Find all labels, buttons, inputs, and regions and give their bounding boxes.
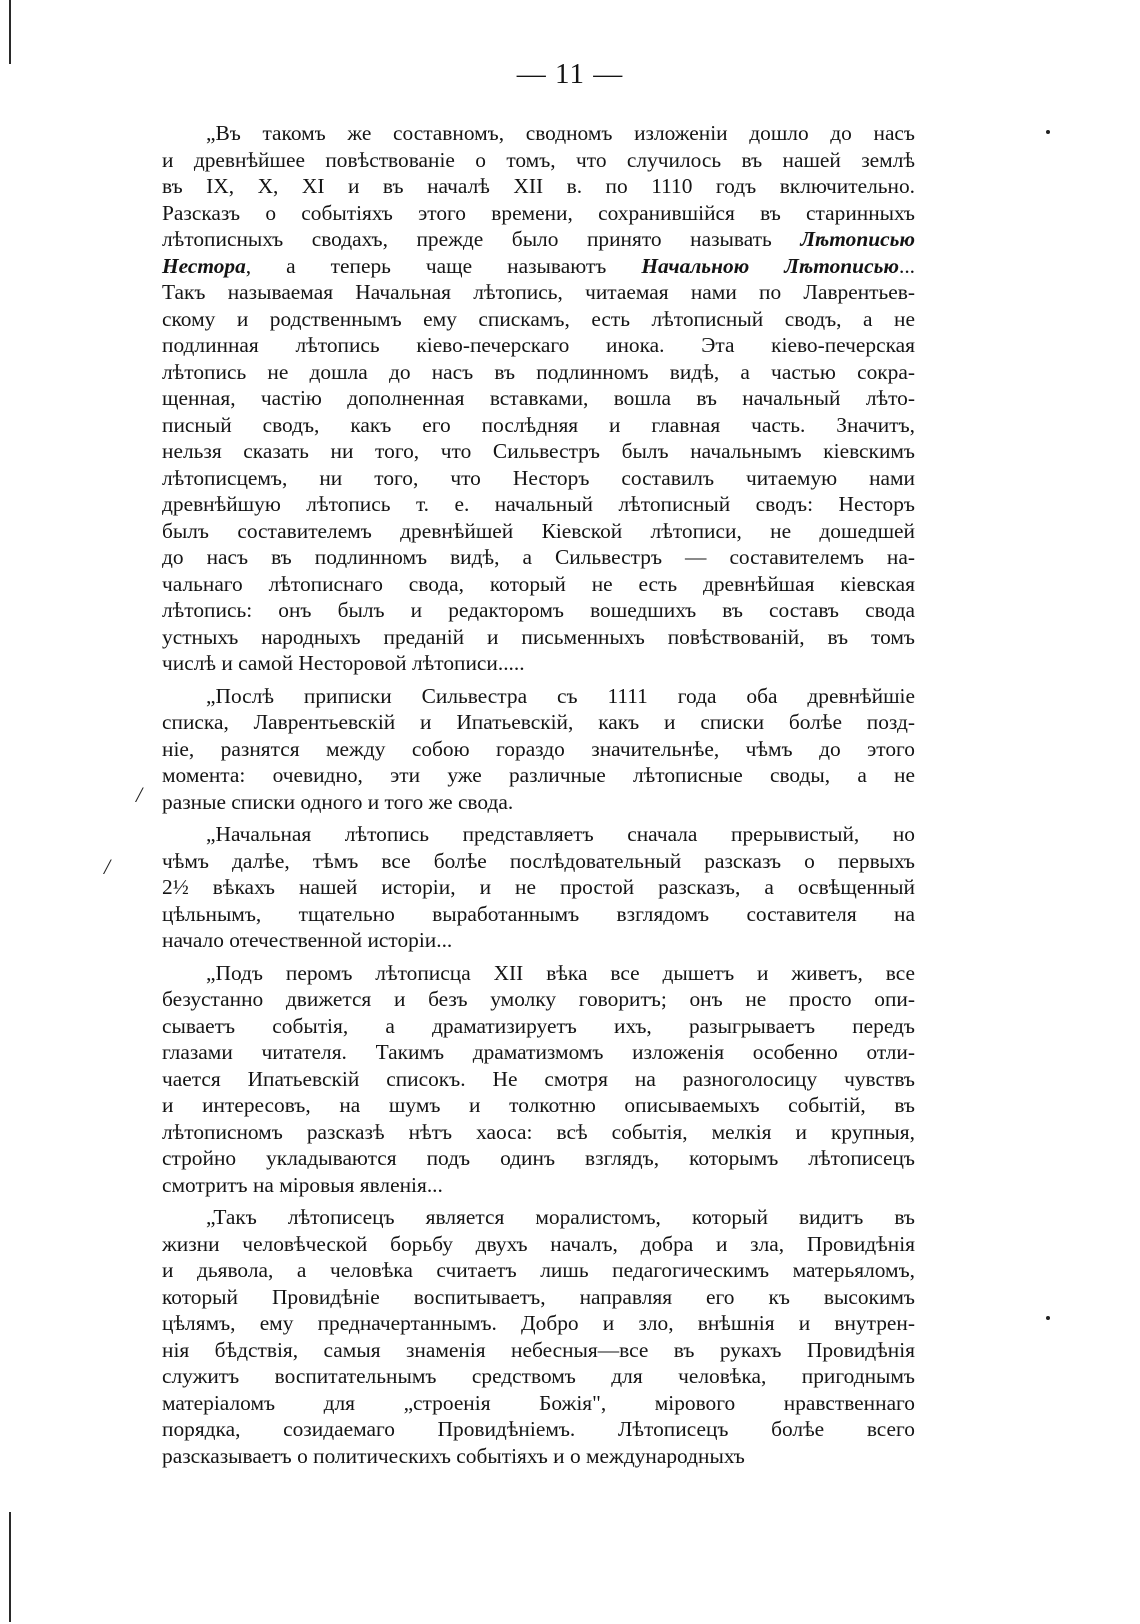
line-text: скому и родственнымъ ему спискамъ, есть лѣтописный сводъ, а не — [162, 306, 915, 331]
line-text: чѣмъ далѣе, тѣмъ все болѣе послѣдовательный разсказъ о первыхъ — [162, 848, 915, 873]
text-line — [162, 1284, 915, 1311]
paragraph — [162, 683, 915, 816]
line-text: нія бѣдствія, самыя знаменія небесныя—все въ рукахъ Провидѣнія — [162, 1337, 915, 1362]
line-text: подлинная лѣтопись кіево-печерскаго инока. Эта кіево-печерская — [162, 333, 915, 357]
line-text: смотритъ на міровыя явленія... — [162, 1172, 443, 1197]
text-line — [162, 1092, 915, 1119]
line-text: щенная, частію дополненная вставками, вошла въ начальный лѣто- — [162, 386, 915, 410]
text-line — [162, 597, 915, 624]
text-line — [162, 518, 915, 545]
line-text: сываетъ событія, а драматизируетъ ихъ, разыгрываетъ передъ — [162, 1013, 915, 1038]
text-line — [162, 874, 915, 901]
text-line — [162, 986, 915, 1013]
line-text: „Послѣ приписки Сильвестра съ 1111 года оба древнѣйшіе — [206, 683, 915, 708]
text-line — [162, 960, 915, 987]
text-line — [162, 762, 915, 789]
text-line — [162, 624, 915, 651]
paragraph — [162, 120, 915, 677]
page-number: — 11 — — [516, 58, 624, 90]
emphasized-title: Лѣтописью — [800, 227, 915, 251]
line-text: цѣльнымъ, тщательно выработаннымъ взглядомъ составителя на — [162, 901, 915, 926]
text-line — [162, 1013, 915, 1040]
text-line — [162, 901, 915, 928]
line-text: служитъ воспитательнымъ средствомъ для человѣка, пригоднымъ — [162, 1364, 915, 1388]
text-line — [162, 412, 915, 439]
line-text: Такъ называемая Начальная лѣтопись, читаемая нами по Лаврентьев- — [162, 280, 915, 304]
line-text: разсказываетъ о политическихъ событіяхъ и о международныхъ — [162, 1443, 745, 1468]
text-line — [162, 927, 915, 954]
text-line — [162, 650, 915, 677]
line-text: начало отечественной исторіи... — [162, 928, 453, 952]
text-line — [162, 1066, 915, 1093]
line-text: момента: очевидно, эти уже различные лѣтописные своды, а не — [162, 763, 915, 787]
scan-speck — [1046, 1316, 1050, 1320]
line-text: который Провидѣніе воспитываетъ, направляя его къ высокимъ — [162, 1284, 915, 1309]
body-text — [162, 120, 915, 1475]
text-line — [162, 1363, 915, 1390]
line-text: лѣтописныхъ сводахъ, прежде было принято называть — [162, 227, 801, 251]
line-text: и древнѣйшее повѣствованіе о томъ, что случилось въ нашей землѣ — [162, 147, 915, 172]
line-text: , а теперь чаще называютъ — [245, 253, 642, 278]
line-text: ... — [898, 253, 916, 278]
text-line — [162, 1119, 915, 1146]
line-text: „Такъ лѣтописецъ является моралистомъ, который видитъ въ — [206, 1205, 915, 1229]
paragraph — [162, 1204, 915, 1469]
text-line — [162, 1390, 915, 1417]
line-text: глазами читателя. Такимъ драматизмомъ изложенія особенно отли- — [162, 1040, 915, 1064]
line-text: лѣтопись: онъ былъ и редакторомъ вошедшихъ въ составъ свода — [162, 598, 915, 622]
line-text: Разсказъ о событіяхъ этого времени, сохранившійся въ старинныхъ — [162, 200, 915, 225]
text-line — [162, 571, 915, 598]
line-text: нельзя сказать ни того, что Сильвестръ былъ начальнымъ кіевскимъ — [162, 439, 915, 463]
line-text: „Въ такомъ же составномъ, сводномъ изложеніи дошло до насъ — [206, 121, 915, 145]
text-line — [162, 789, 915, 816]
line-text: жизни человѣческой борьбу двухъ началъ, добра и зла, Провидѣнія — [162, 1231, 915, 1256]
scan-edge-bottom — [9, 1512, 11, 1622]
text-line — [162, 385, 915, 412]
line-text: порядка, созидаемаго Провидѣніемъ. Лѣтописецъ болѣе всего — [162, 1417, 915, 1441]
text-line — [162, 544, 915, 571]
text-line — [162, 253, 915, 280]
text-line — [162, 120, 915, 147]
scan-speck — [1046, 130, 1050, 134]
line-text: писный сводъ, какъ его послѣдняя и главная часть. Значитъ, — [162, 412, 915, 437]
margin-mark: / — [136, 782, 143, 807]
text-line — [162, 491, 915, 518]
text-line — [162, 438, 915, 465]
line-text: чается Ипатьевскій списокъ. Не смотря на разноголосицу чувствъ — [162, 1066, 915, 1091]
emphasized-title: Начальною Лѣтописью — [641, 253, 899, 278]
text-line — [162, 1257, 915, 1284]
text-line — [162, 465, 915, 492]
line-text: списка, Лаврентьевскій и Ипатьевскій, какъ и списки болѣе позд- — [162, 710, 915, 734]
paragraph — [162, 821, 915, 954]
text-line — [162, 709, 915, 736]
line-text: устныхъ народныхъ преданій и письменныхъ повѣствованій, въ томъ — [162, 624, 915, 649]
text-line — [162, 736, 915, 763]
line-text: „Начальная лѣтопись представляетъ сначала прерывистый, но — [206, 822, 915, 846]
emphasized-title: Нестора — [162, 253, 246, 278]
line-text: лѣтопись не дошла до насъ въ подлинномъ видѣ, а частью сокра- — [162, 359, 915, 384]
text-line — [162, 306, 915, 333]
line-text: матеріаломъ для „строенія Божія", мірового нравственнаго — [162, 1390, 915, 1415]
text-line — [162, 1310, 915, 1337]
line-text: цѣлямъ, ему предначертаннымъ. Добро и зло, внѣшнія и внутрен- — [162, 1311, 915, 1335]
line-text: 2½ вѣкахъ нашей исторіи, и не простой разсказъ, а освѣщенный — [162, 875, 915, 899]
margin-mark: / — [104, 854, 111, 879]
line-text: чальнаго лѣтописнаго свода, который не есть древнѣйшая кіевская — [162, 571, 915, 596]
text-line — [162, 1337, 915, 1364]
text-line — [162, 226, 915, 253]
text-line — [162, 200, 915, 227]
text-line — [162, 359, 915, 386]
line-text: „Подъ перомъ лѣтописца XII вѣка все дышетъ и живетъ, все — [206, 960, 915, 985]
text-line — [162, 683, 915, 710]
scan-edge-top — [9, 0, 11, 64]
line-text: ніе, разнятся между собою гораздо значительнѣе, чѣмъ до этого — [162, 736, 915, 761]
text-line — [162, 1204, 915, 1231]
text-line — [162, 1145, 915, 1172]
line-text: лѣтописномъ разсказѣ нѣтъ хаоса: всѣ событія, мелкія и крупныя, — [162, 1119, 915, 1144]
line-text: безустанно движется и безъ умолку говоритъ; онъ не просто опи- — [162, 987, 915, 1011]
text-line — [162, 1443, 915, 1470]
line-text: стройно укладываются подъ одинъ взглядъ, которымъ лѣтописецъ — [162, 1146, 915, 1170]
line-text: былъ составителемъ древнѣйшей Кіевской лѣтописи, не дошедшей — [162, 518, 915, 543]
line-text: и интересовъ, на шумъ и толкотню описываемыхъ событій, въ — [162, 1093, 915, 1117]
line-text: до насъ въ подлинномъ видѣ, а Сильвестръ — составителемъ на- — [162, 545, 915, 569]
text-line — [162, 821, 915, 848]
paragraph — [162, 960, 915, 1199]
text-line — [162, 1231, 915, 1258]
text-line — [162, 1416, 915, 1443]
line-text: въ IX, X, XI и въ началѣ XII в. по 1110 годъ включительно. — [162, 174, 915, 198]
line-text: и дьявола, а человѣка считаетъ лишь педагогическимъ матерьяломъ, — [162, 1258, 915, 1282]
text-line — [162, 1039, 915, 1066]
text-line — [162, 147, 915, 174]
line-text: лѣтописцемъ, ни того, что Несторъ составилъ читаемую нами — [162, 465, 915, 490]
text-line — [162, 173, 915, 200]
line-text: разные списки одного и того же свода. — [162, 789, 514, 814]
text-line — [162, 848, 915, 875]
line-text: древнѣйшую лѣтопись т. е. начальный лѣтописный сводъ: Несторъ — [162, 492, 915, 516]
text-line — [162, 1172, 915, 1199]
text-line — [162, 332, 915, 359]
text-line — [162, 279, 915, 306]
line-text: числѣ и самой Несторовой лѣтописи..... — [162, 651, 525, 675]
